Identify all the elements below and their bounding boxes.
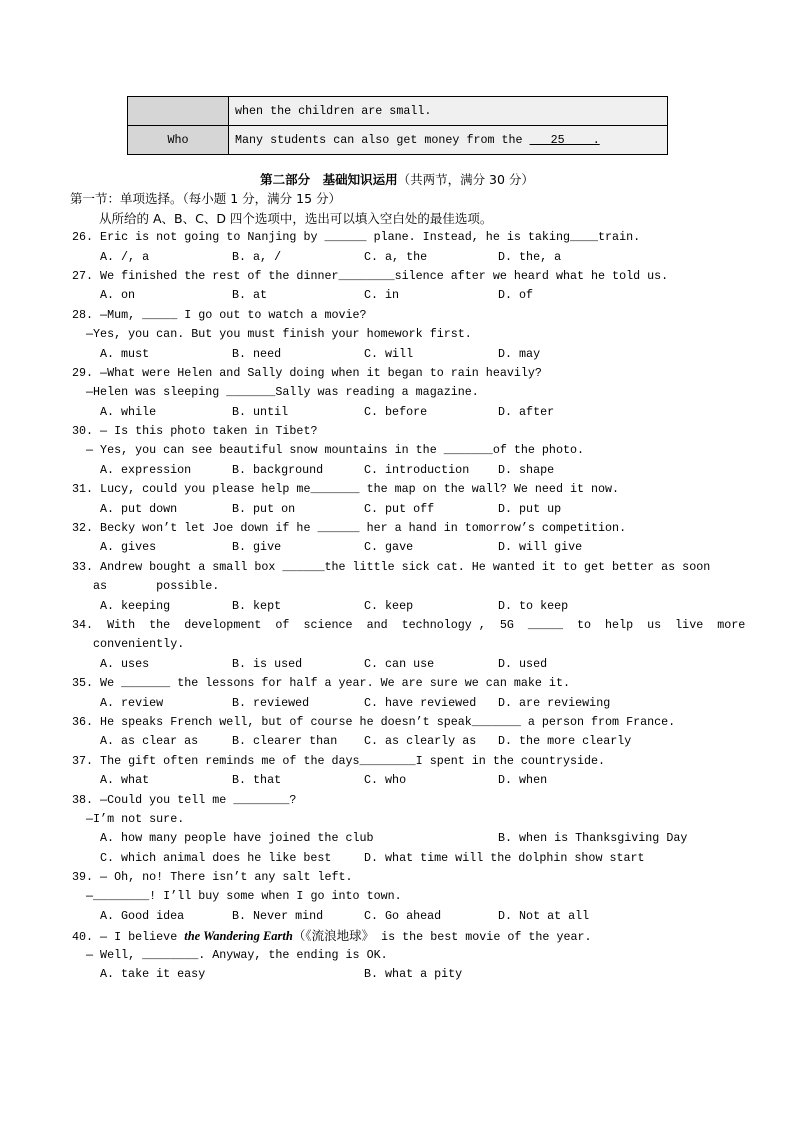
- question: [0, 674, 794, 713]
- option-b[interactable]: B. what a pity: [364, 967, 463, 982]
- question-line: [0, 887, 794, 906]
- option-b[interactable]: B. background: [232, 462, 324, 477]
- question: [0, 713, 794, 752]
- option-c[interactable]: C. which animal does he like best: [100, 850, 332, 865]
- option-a[interactable]: A. take it easy: [100, 967, 206, 982]
- option-c[interactable]: C. will: [364, 346, 414, 361]
- option-c[interactable]: C. keep: [364, 598, 414, 613]
- question-stem: 31. Lucy, could you please help me_______ the map on the wall? We need it now.: [72, 482, 620, 497]
- option-d[interactable]: D. used: [498, 656, 548, 671]
- option-b[interactable]: B. give: [232, 540, 282, 555]
- question-list: [0, 228, 794, 984]
- option-a[interactable]: A. review: [100, 695, 164, 710]
- option-d[interactable]: D. are reviewing: [498, 695, 611, 710]
- question: [0, 228, 794, 267]
- option-b[interactable]: B. at: [232, 288, 268, 303]
- question-line: [0, 480, 794, 499]
- option-d[interactable]: D. when: [498, 773, 548, 788]
- options-row: [0, 655, 794, 674]
- question-line: [0, 228, 794, 247]
- question-stem: 36. He speaks French well, but of course he doesn’t speak_______ a person from France.: [72, 714, 676, 729]
- question-stem: 26. Eric is not going to Nanjing by ______ plane. Instead, he is taking____train.: [72, 230, 641, 245]
- option-d[interactable]: D. Not at all: [498, 908, 590, 923]
- options-row: [0, 403, 794, 422]
- option-b[interactable]: B. a, /: [232, 249, 282, 264]
- question-stem: 28. —Mum, _____ I go out to watch a movie?: [72, 307, 367, 322]
- options-row: [0, 461, 794, 480]
- options-row: [0, 694, 794, 713]
- question: [0, 558, 794, 616]
- blank-25: 25 .: [529, 133, 600, 147]
- option-d[interactable]: D. the more clearly: [498, 734, 632, 749]
- option-b[interactable]: B. put on: [232, 501, 296, 516]
- option-a[interactable]: A. Good idea: [100, 908, 185, 923]
- reading-table: [127, 96, 668, 155]
- options-row: [0, 907, 794, 926]
- question-stem: — Well, ________. Anyway, the ending is OK.: [72, 947, 388, 962]
- question-stem: 33. Andrew bought a small box ______the little sick cat. He wanted it to get better as soon: [72, 559, 711, 574]
- table-text: when the children are small.: [229, 97, 668, 126]
- question-line: [0, 306, 794, 325]
- options-row: [0, 538, 794, 557]
- question-stem: 38. —Could you tell me ________?: [72, 792, 297, 807]
- option-a[interactable]: A. how many people have joined the club: [100, 831, 374, 846]
- option-c[interactable]: C. have reviewed: [364, 695, 477, 710]
- option-a[interactable]: A. must: [100, 346, 150, 361]
- question-stem: —________! I’ll buy some when I go into town.: [72, 889, 402, 904]
- option-b[interactable]: B. until: [232, 404, 289, 419]
- question: [0, 791, 794, 869]
- option-a[interactable]: A. gives: [100, 540, 157, 555]
- table-label: [128, 97, 229, 126]
- option-b[interactable]: B. when is Thanksgiving Day: [498, 831, 688, 846]
- question-line: [0, 713, 794, 732]
- question: [0, 868, 794, 926]
- option-a[interactable]: A. what: [100, 773, 150, 788]
- question-line: [0, 383, 794, 402]
- question: [0, 480, 794, 519]
- option-a[interactable]: A. uses: [100, 656, 150, 671]
- options-row: [0, 732, 794, 751]
- options-row: [0, 829, 794, 848]
- option-d[interactable]: D. what time will the dolphin show start: [364, 850, 645, 865]
- table-row: [128, 97, 668, 126]
- question-line: [0, 791, 794, 810]
- question-line: [0, 325, 794, 344]
- question: [0, 519, 794, 558]
- option-b[interactable]: B. clearer than: [232, 734, 338, 749]
- question-stem-rest: is the best movie of the year.: [374, 930, 592, 945]
- question-stem: 37. The gift often reminds me of the days________I spent in the countryside.: [72, 753, 606, 768]
- option-d[interactable]: D. will give: [498, 540, 583, 555]
- question-stem: 39. — Oh, no! There isn’t any salt left.: [72, 870, 353, 885]
- options-row: [0, 771, 794, 790]
- options-row: [0, 248, 794, 267]
- option-b[interactable]: B. kept: [232, 598, 282, 613]
- section-title: [0, 170, 794, 189]
- option-b[interactable]: B. that: [232, 773, 282, 788]
- question-stem: 27. We finished the rest of the dinner________silence after we heard what he told us.: [72, 268, 669, 283]
- options-row: [0, 500, 794, 519]
- movie-title-cn: （《流浪地球》: [292, 928, 375, 944]
- option-c[interactable]: C. in: [364, 288, 400, 303]
- option-a[interactable]: A. keeping: [100, 598, 171, 613]
- option-c[interactable]: C. gave: [364, 540, 414, 555]
- option-a[interactable]: A. while: [100, 404, 157, 419]
- question-stem: —Helen was sleeping _______Sally was reading a magazine.: [72, 385, 479, 400]
- table-label: Who: [128, 126, 229, 155]
- option-d[interactable]: D. may: [498, 346, 541, 361]
- question-stem: conveniently.: [72, 637, 185, 652]
- question-line: [0, 752, 794, 771]
- section-title-bold: 第二部分 基础知识运用: [260, 172, 398, 187]
- option-c[interactable]: C. Go ahead: [364, 908, 442, 923]
- movie-title: the Wandering Earth: [184, 929, 293, 944]
- option-c[interactable]: C. before: [364, 404, 428, 419]
- question: [0, 752, 794, 791]
- question-line: [0, 519, 794, 538]
- question: [0, 267, 794, 306]
- question: [0, 422, 794, 480]
- option-b[interactable]: B. Never mind: [232, 908, 324, 923]
- options-row: [0, 965, 794, 984]
- option-b[interactable]: B. need: [232, 346, 282, 361]
- question-stem: — Yes, you can see beautiful snow mountains in the _______of the photo.: [72, 443, 584, 458]
- option-d[interactable]: D. shape: [498, 462, 555, 477]
- question-stem: —Yes, you can. But you must finish your homework first.: [72, 327, 472, 342]
- option-d[interactable]: D. of: [498, 288, 534, 303]
- table-row: [128, 126, 668, 155]
- options-row: [0, 597, 794, 616]
- question: [0, 926, 794, 984]
- question-stem: 32. Becky won’t let Joe down if he ______ her a hand in tomorrow’s competition.: [72, 521, 627, 536]
- question-line: [0, 946, 794, 965]
- question-line: [0, 422, 794, 441]
- option-d[interactable]: D. the, a: [498, 249, 562, 264]
- question-line: [0, 926, 794, 945]
- option-b[interactable]: B. reviewed: [232, 695, 310, 710]
- question: [0, 364, 794, 422]
- question-line: [0, 616, 794, 635]
- options-row: [0, 849, 794, 868]
- option-a[interactable]: A. put down: [100, 501, 178, 516]
- option-c[interactable]: C. as clearly as: [364, 734, 477, 749]
- option-b[interactable]: B. is used: [232, 656, 303, 671]
- question-line: [0, 577, 794, 596]
- question-line: [0, 558, 794, 577]
- option-d[interactable]: D. after: [498, 404, 555, 419]
- question-stem: as possible.: [72, 579, 220, 594]
- option-c[interactable]: C. put off: [364, 501, 435, 516]
- question-stem: 34. With the development of science and technology , 5G _____ to help us live more: [72, 617, 746, 632]
- option-c[interactable]: C. who: [364, 773, 407, 788]
- question-line: [0, 635, 794, 654]
- question-line: [0, 810, 794, 829]
- option-a[interactable]: A. on: [100, 288, 136, 303]
- question-line: [0, 267, 794, 286]
- options-row: [0, 286, 794, 305]
- question-line: [0, 441, 794, 460]
- question-stem: 35. We _______ the lessons for half a year. We are sure we can make it.: [72, 676, 570, 691]
- option-c[interactable]: C. can use: [364, 656, 435, 671]
- option-c[interactable]: C. a, the: [364, 249, 428, 264]
- instruction: 从所给的 A、B、C、D 四个选项中，选出可以填入空白处的最佳选项。: [99, 210, 493, 226]
- options-row: [0, 345, 794, 364]
- table-text-main: Many students can also get money from the: [235, 133, 530, 147]
- question-stem: 30. — Is this photo taken in Tibet?: [72, 424, 318, 439]
- question-line: [0, 364, 794, 383]
- question-line: [0, 868, 794, 887]
- question-stem: —I’m not sure.: [72, 811, 185, 826]
- document-body: [0, 170, 794, 984]
- section-title-rest: （共两节，满分 30 分）: [397, 172, 534, 187]
- question-stem: 29. —What were Helen and Sally doing when it began to rain heavily?: [72, 365, 542, 380]
- option-a[interactable]: A. expression: [100, 462, 192, 477]
- option-a[interactable]: A. /, a: [100, 249, 150, 264]
- option-d[interactable]: D. to keep: [498, 598, 569, 613]
- question: [0, 616, 794, 674]
- table-text: [229, 126, 668, 155]
- question: [0, 306, 794, 364]
- question-line: [0, 674, 794, 693]
- subsection-title: 第一节：单项选择。（每小题 1 分，满分 15 分）: [70, 191, 342, 207]
- option-c[interactable]: C. introduction: [364, 462, 470, 477]
- question-stem: 40. — I believe: [72, 930, 185, 945]
- option-d[interactable]: D. put up: [498, 501, 562, 516]
- option-a[interactable]: A. as clear as: [100, 734, 199, 749]
